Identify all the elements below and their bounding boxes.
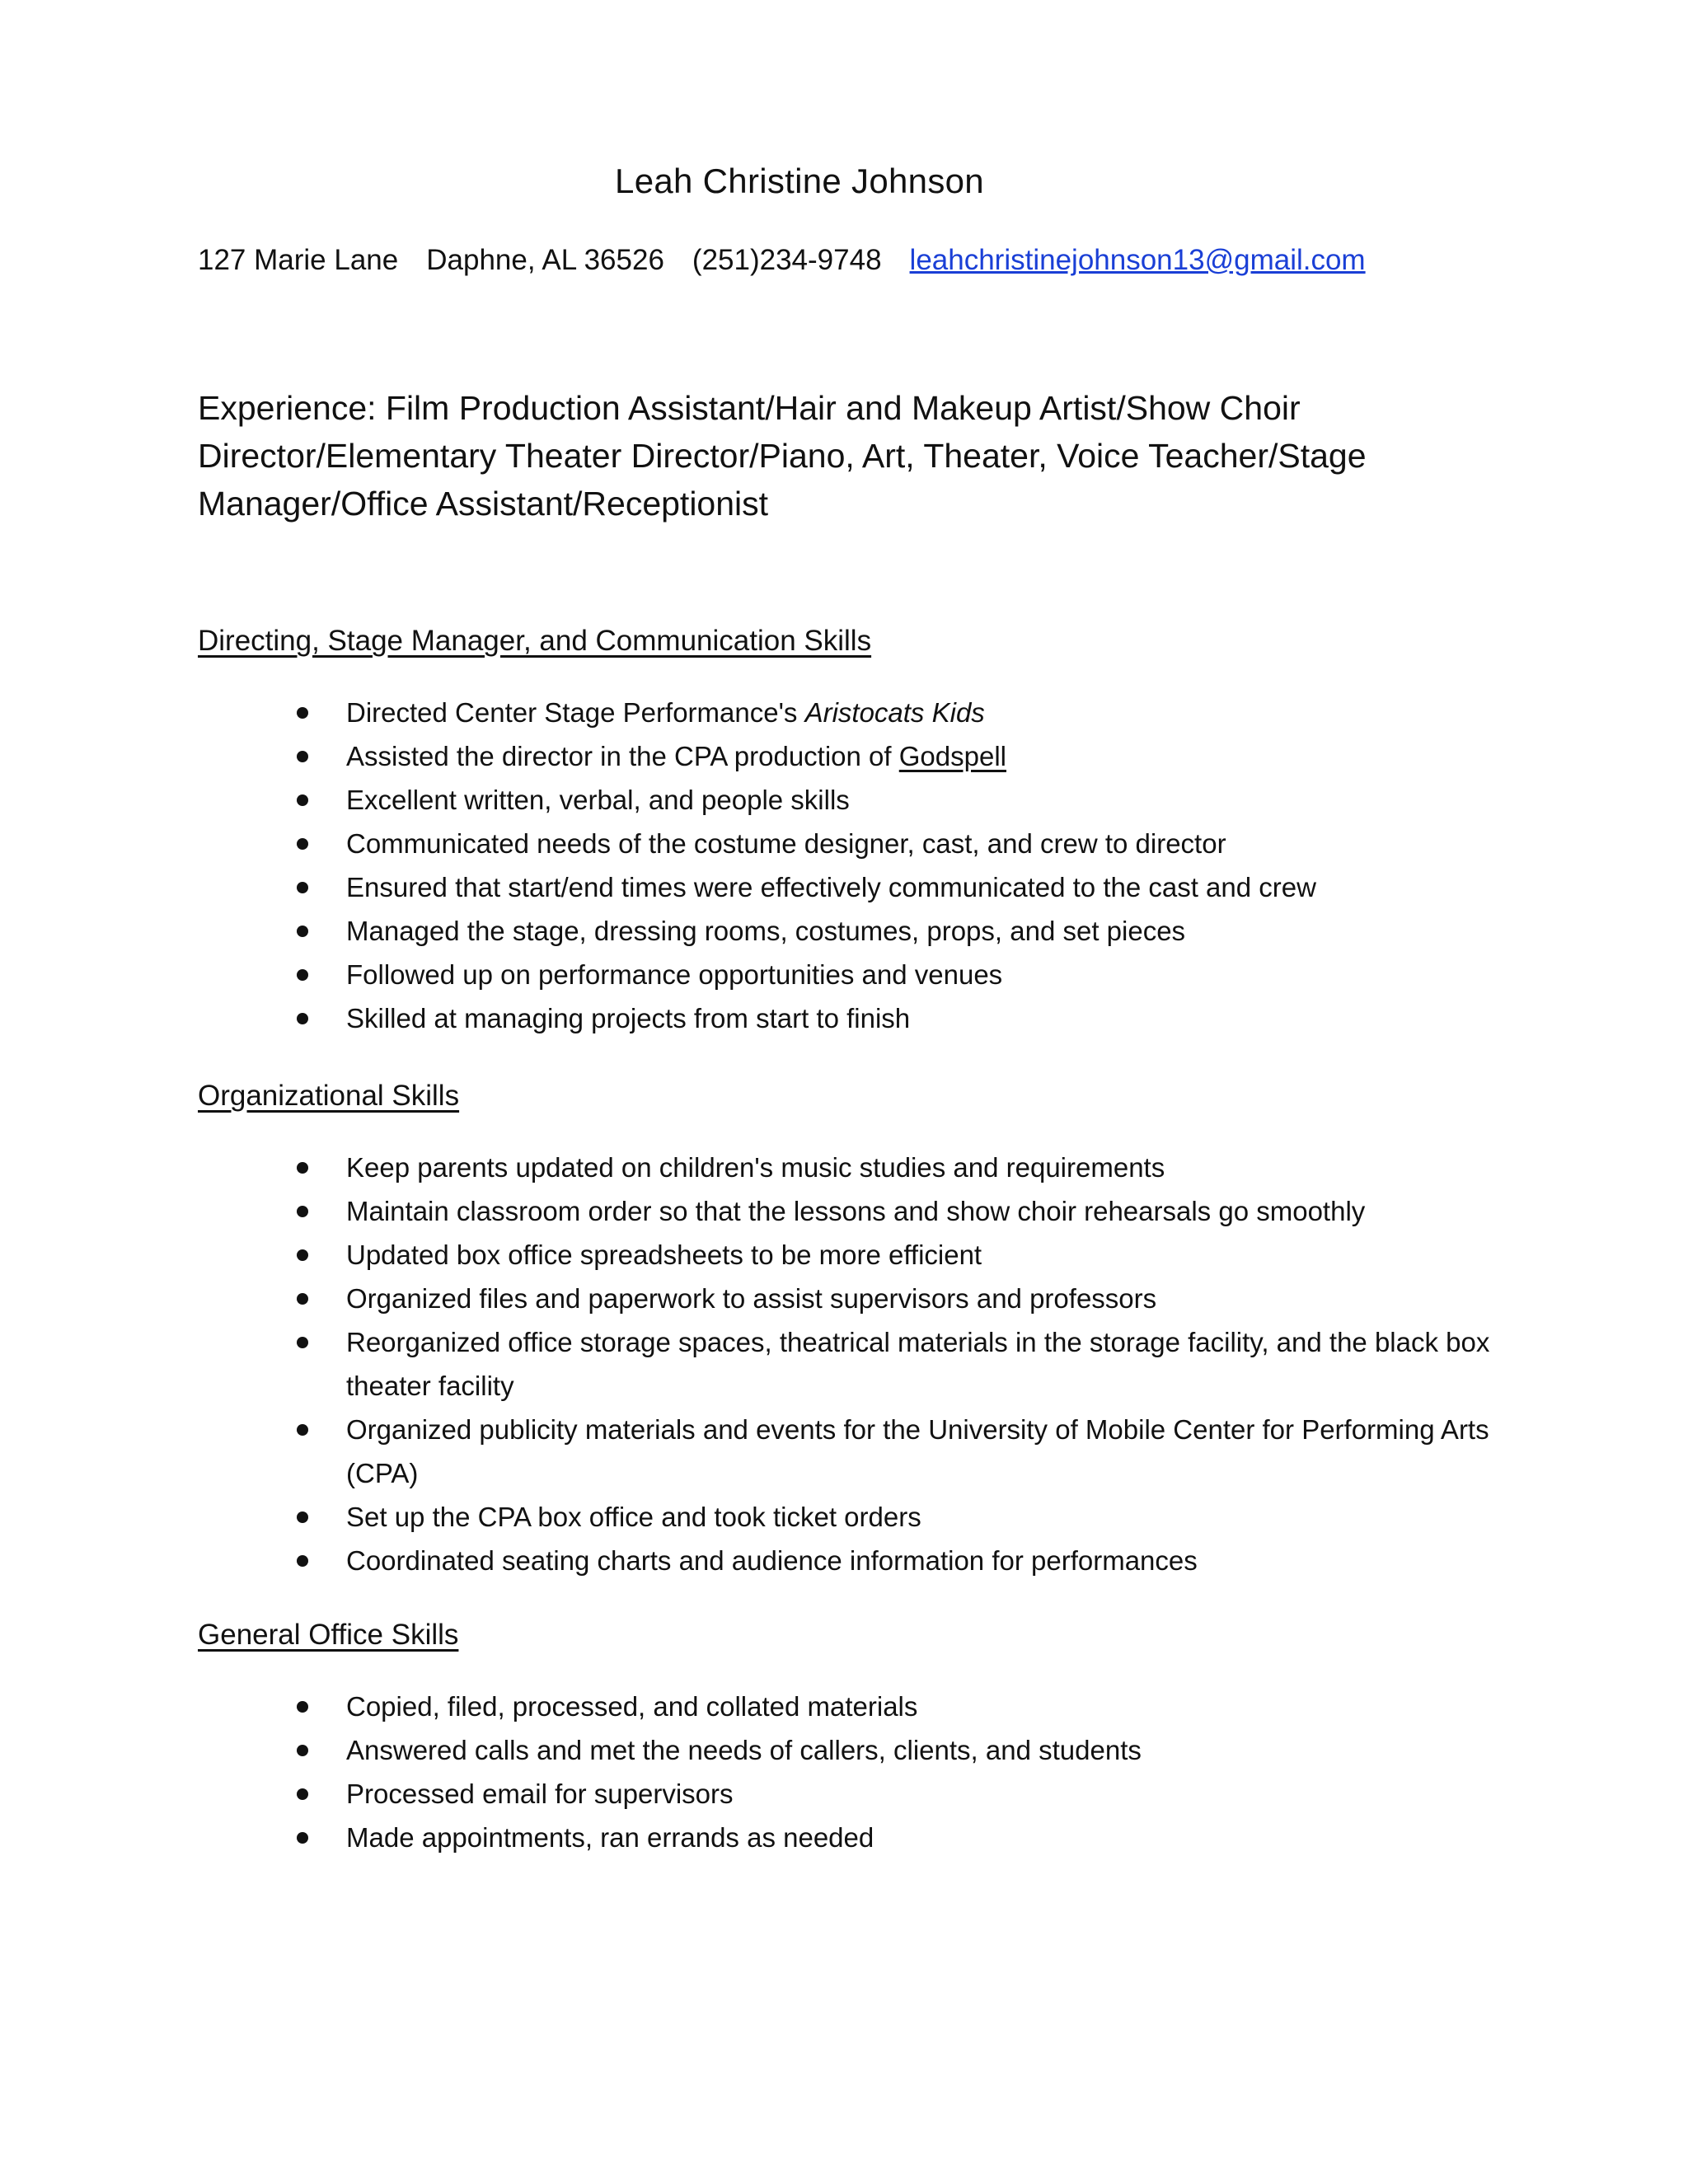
bullet-icon (297, 1788, 308, 1800)
bullet-icon (297, 1424, 308, 1436)
experience-summary: Experience: Film Production Assistant/Hair and Makeup Artist/Show Choir Director/Elementary Theater Director/Piano, Art, Theater, Voice Teacher/Stage Manager/Office Assistant/Receptionist (198, 389, 1367, 523)
list-item: Communicated needs of the costume designer, cast, and crew to director (297, 822, 1492, 865)
directing-skills-list (297, 691, 1492, 1040)
show-title: Godspell (898, 741, 1006, 771)
bullet-icon (297, 1249, 308, 1261)
list-item: Copied, filed, processed, and collated materials (297, 1685, 1492, 1728)
bullet-icon (297, 1832, 308, 1844)
bullet-icon (297, 1162, 308, 1174)
list-item: Keep parents updated on children's music studies and requirements (297, 1146, 1492, 1189)
list-item: Skilled at managing projects from start to finish (297, 996, 1492, 1040)
list-item: Updated box office spreadsheets to be more efficient (297, 1233, 1492, 1277)
bullet-icon (297, 969, 308, 981)
list-item: Made appointments, ran errands as needed (297, 1816, 1492, 1859)
list-item: Set up the CPA box office and took ticket orders (297, 1495, 1492, 1539)
list-item: Processed email for supervisors (297, 1772, 1492, 1816)
bullet-icon (297, 1701, 308, 1713)
bullet-icon (297, 1511, 308, 1523)
list-item: Coordinated seating charts and audience information for performances (297, 1539, 1492, 1582)
address: 127 Marie Lane (198, 244, 399, 276)
bullet-icon (297, 882, 308, 893)
list-item: Reorganized office storage spaces, theatrical materials in the storage facility, and the black box theater facility (297, 1320, 1492, 1408)
list-item: Followed up on performance opportunities and venues (297, 953, 1492, 996)
bullet-icon (297, 794, 308, 806)
list-item: Ensured that start/end times were effectively communicated to the cast and crew (297, 865, 1492, 909)
section-heading-organizational: Organizational Skills (198, 1080, 460, 1112)
phone-number: (251)234-9748 (692, 244, 882, 276)
bullet-icon (297, 707, 308, 719)
bullet-icon (297, 926, 308, 937)
list-item: Organized publicity materials and events for the University of Mobile Center for Performing Arts (CPA) (297, 1408, 1492, 1495)
list-item: Managed the stage, dressing rooms, costumes, props, and set pieces (297, 909, 1492, 953)
bullet-icon (297, 838, 308, 850)
general-office-skills-list (297, 1685, 1492, 1859)
list-item: Excellent written, verbal, and people skills (297, 778, 1492, 822)
list-item: Maintain classroom order so that the lessons and show choir rehearsals go smoothly (297, 1189, 1492, 1233)
show-title: Aristocats Kids (804, 697, 985, 728)
contact-line (198, 244, 1366, 277)
list-item: Answered calls and met the needs of callers, clients, and students (297, 1728, 1492, 1772)
section-heading-general-office: General Office Skills (198, 1619, 459, 1651)
bullet-icon (297, 1337, 308, 1348)
bullet-icon (297, 1206, 308, 1217)
list-item: Organized files and paperwork to assist supervisors and professors (297, 1277, 1492, 1320)
city-state-zip: Daphne, AL 36526 (426, 244, 664, 276)
applicant-name: Leah Christine Johnson (615, 162, 984, 200)
section-heading-directing: Directing, Stage Manager, and Communication Skills (198, 625, 872, 657)
email-link[interactable]: leahchristinejohnson13@gmail.com (909, 244, 1366, 276)
bullet-icon (297, 1745, 308, 1756)
bullet-icon (297, 1293, 308, 1305)
bullet-icon (297, 1013, 308, 1024)
list-item: Assisted the director in the CPA production of Godspell (297, 734, 1492, 778)
list-item: Directed Center Stage Performance's Aristocats Kids (297, 691, 1492, 734)
bullet-icon (297, 751, 308, 762)
bullet-icon (297, 1555, 308, 1567)
organizational-skills-list (297, 1146, 1492, 1582)
